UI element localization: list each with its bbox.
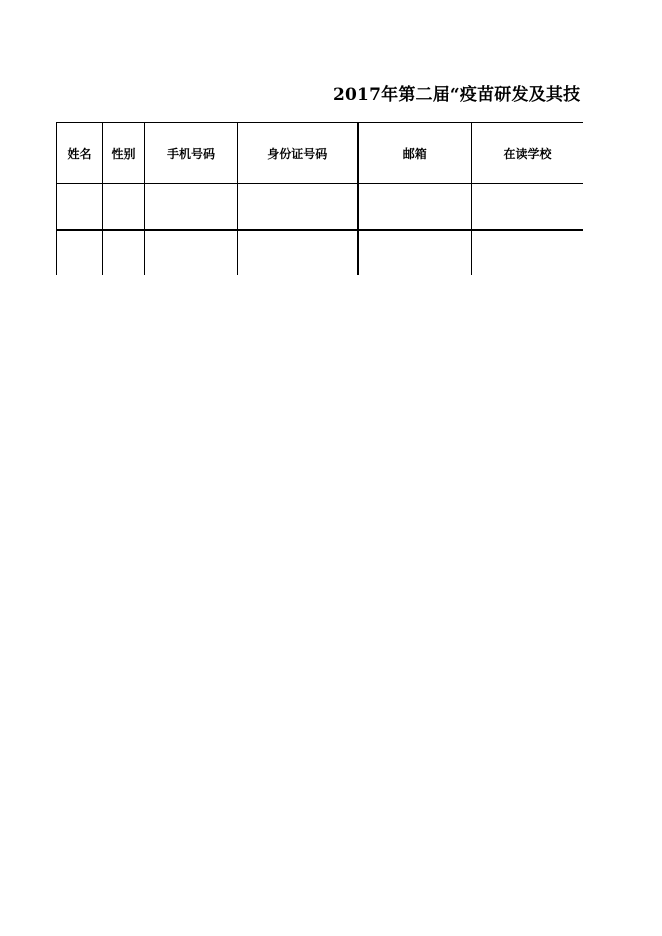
cell-phone[interactable]	[145, 230, 238, 275]
header-phone: 手机号码	[145, 123, 238, 184]
cell-email[interactable]	[358, 184, 472, 231]
cell-school[interactable]	[472, 230, 584, 275]
header-row	[57, 123, 584, 184]
header-school: 在读学校	[472, 123, 584, 184]
header-id-number: 身份证号码	[238, 123, 358, 184]
header-name: 姓名	[57, 123, 103, 184]
cell-name[interactable]	[57, 230, 103, 275]
header-email: 邮箱	[358, 123, 472, 184]
cell-email[interactable]	[358, 230, 472, 275]
cell-id-number[interactable]	[238, 184, 358, 231]
registration-table-wrapper	[56, 122, 583, 275]
cell-school[interactable]	[472, 184, 584, 231]
cell-gender[interactable]	[103, 230, 145, 275]
header-gender: 性别	[103, 123, 145, 184]
title-area	[56, 76, 583, 110]
cell-id-number[interactable]	[238, 230, 358, 275]
registration-table	[56, 122, 583, 275]
table-row	[57, 230, 584, 275]
table-row	[57, 184, 584, 231]
sheet-title: 2017年第二届“疫苗研发及其技	[333, 85, 581, 105]
cell-name[interactable]	[57, 184, 103, 231]
cell-gender[interactable]	[103, 184, 145, 231]
cell-phone[interactable]	[145, 184, 238, 231]
